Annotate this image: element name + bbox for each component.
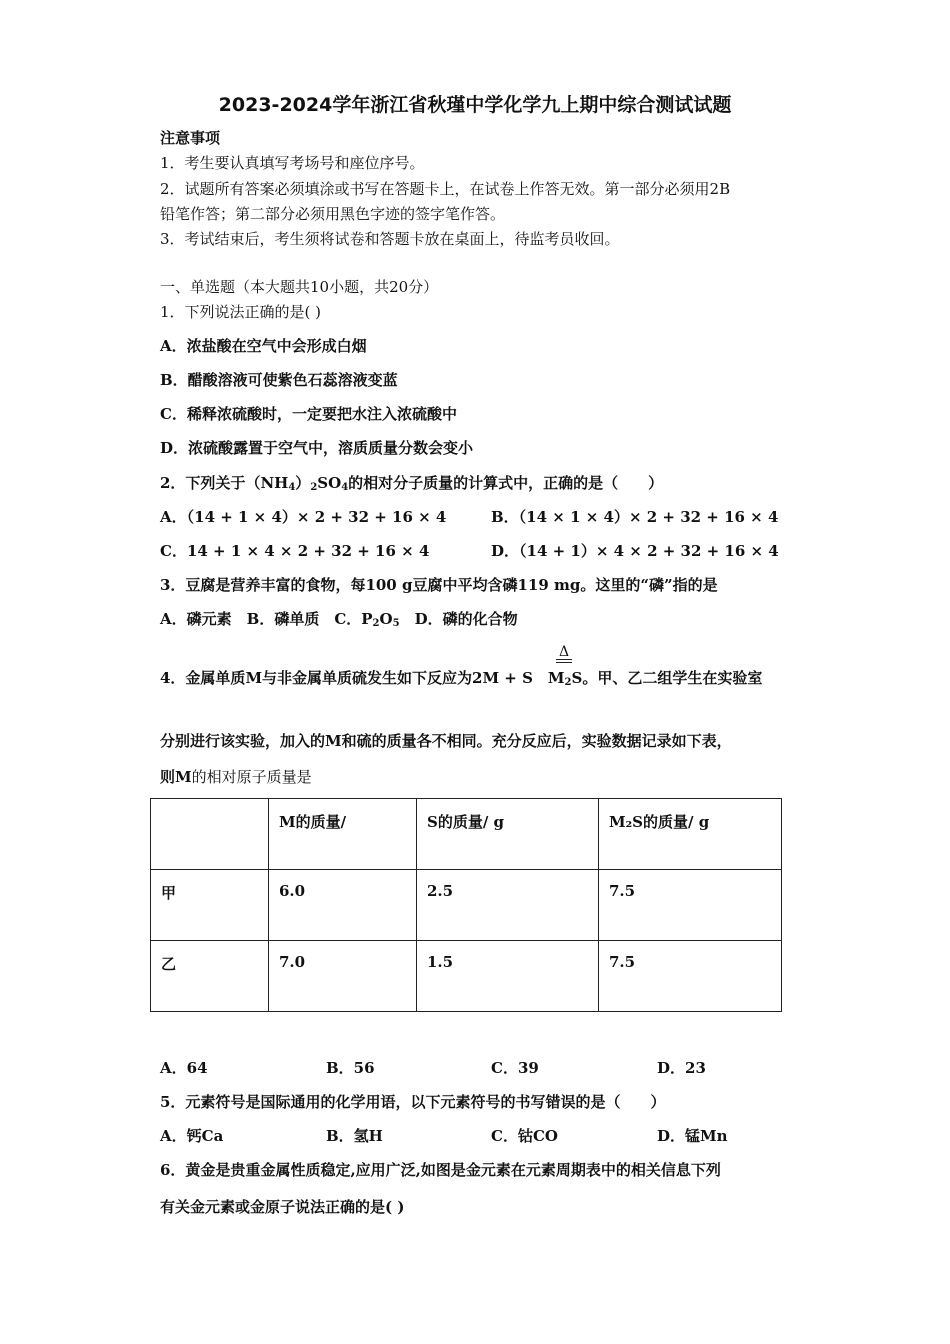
question-5-stem: 5．元素符号是国际通用的化学用语，以下元素符号的书写错误的是（ ） [160,1093,666,1111]
notice-item: 铅笔作答；第二部分必须用黑色字迹的签字笔作答。 [160,205,506,223]
question-4-option-d: D．23 [657,1059,706,1077]
question-1-option-d: D．浓硫酸露置于空气中，溶质质量分数会变小 [160,439,474,457]
table-cell: 甲 [151,870,269,941]
table-cell: 2.5 [417,870,599,941]
table-header-cell: S的质量/ g [417,799,599,870]
question-5-option-d: D．锰Mn [657,1127,728,1145]
question-5-option-c: C．钴CO [491,1127,558,1145]
table-cell: 1.5 [417,941,599,1012]
table-header-cell: M₂S的质量/ g [599,799,782,870]
question-3-options: A．磷元素 B．磷单质 C．$P_2O_5$ D．磷的化合物 [160,610,518,629]
table-row [151,870,782,941]
section-heading: 一、单选题（本大题共10小题，共20分） [160,278,439,296]
table-cell: 7.5 [599,870,782,941]
question-2-option-a: A．（14 + 1 × 4）× 2 + 32 + 16 × 4 [160,508,447,526]
question-5-option-a: A．钙Ca [160,1127,224,1145]
question-4-line2: 分别进行该实验，加入的M和硫的质量各不相同。充分反应后，实验数据记录如下表， [160,732,732,750]
question-3-stem: 3．豆腐是营养丰富的食物，每100 g豆腐中平均含磷119 mg。这里的“磷”指的是 [160,576,718,594]
question-5-option-b: B．氢H [326,1127,383,1145]
notice-heading: 注意事项 [160,129,221,147]
question-1-option-b: B．醋酸溶液可使紫色石蕊溶液变蓝 [160,371,398,389]
question-2-option-c: C．14 + 1 × 4 × 2 + 32 + 16 × 4 [160,542,430,560]
question-4-option-a: A．64 [160,1059,208,1077]
page-title: 2023-2024学年浙江省秋瑾中学化学九上期中综合测试试题 [218,94,732,116]
table-cell: 6.0 [269,870,417,941]
question-2-option-b: B．（14 × 1 × 4）× 2 + 32 + 16 × 4 [491,508,779,526]
table-header-cell [151,799,269,870]
question-4-option-c: C．39 [491,1059,539,1077]
question-4-option-b: B．56 [326,1059,375,1077]
question-4-line3: 则M的相对原子质量是 [160,768,312,786]
question-2-option-d: D．（14 + 1）× 4 × 2 + 32 + 16 × 4 [491,542,779,560]
notice-item: 3．考试结束后，考生须将试卷和答题卡放在桌面上，待监考员收回。 [160,230,620,248]
question-1-option-c: C．稀释浓硫酸时，一定要把水注入浓硫酸中 [160,405,457,423]
question-1-stem: 1．下列说法正确的是( ) [160,303,322,321]
notice-item: 2．试题所有答案必须填涂或书写在答题卡上，在试卷上作答无效。第一部分必须用2B [160,180,731,198]
table-header-row [151,799,782,870]
table-header-cell: M的质量/ [269,799,417,870]
question-6-line2: 有关金元素或金原子说法正确的是( ) [160,1198,405,1216]
question-4-stem: 4．金属单质M与非金属单质硫发生如下反应为2M + S $M_2S$。甲、乙二组学生在实验室 [160,669,763,688]
table-cell: 7.5 [599,941,782,1012]
heat-condition-symbol: Δ [556,645,572,663]
question-1-option-a: A．浓盐酸在空气中会形成白烟 [160,337,367,355]
table-cell: 乙 [151,941,269,1012]
question-2-stem: 2．下列关于$(NH_4)_2SO_4$的相对分子质量的计算式中，正确的是（ ） [160,474,664,493]
question-6-line1: 6．黄金是贵重金属性质稳定,应用广泛,如图是金元素在元素周期表中的相关信息下列 [160,1161,721,1179]
table-cell: 7.0 [269,941,417,1012]
notice-item: 1．考生要认真填写考场号和座位序号。 [160,154,425,172]
table-row [151,941,782,1012]
experiment-data-table [150,798,782,1012]
